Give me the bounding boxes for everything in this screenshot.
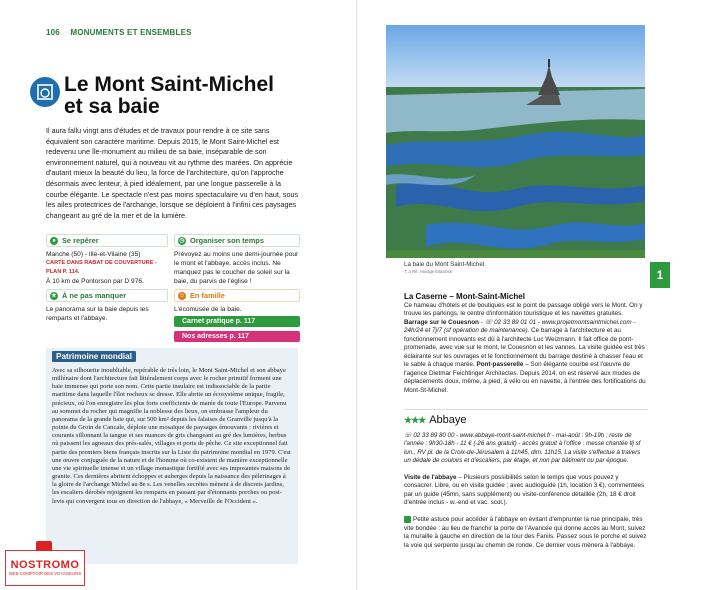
caserne-p1: Ce hameau d'hôtels et de boutiques est le point de passage obligé vers le Mont. On y trouve les parkings, le centre d'information touristique et les navettes gratuites. [404, 302, 643, 318]
se-reperer-heading [46, 234, 168, 247]
family-icon: ☺ [178, 292, 186, 299]
map-reference: CARTE DANS RABAT DE COUVERTURE - PLAN P. 114. [46, 260, 157, 275]
visite-label: Visite de l'abbaye [404, 474, 457, 481]
brand-tagline: WEB COMPTOIR DES VOYAGEURS [8, 571, 82, 576]
ne-pas-manquer-box [46, 289, 168, 323]
organiser-box [174, 234, 300, 286]
star-icon: ★ [51, 292, 57, 299]
title-line-2: et sa baie [64, 95, 160, 118]
unesco-heritage-icon [30, 77, 60, 107]
organiser-heading [174, 234, 300, 247]
barrage-text: Ce barrage à l'architecture et au fonctionnement innovants est dû à l'architecte Luc Weizmann. Il fait office de pont-promenade, avec vue sur le mont, le Couesnon et les vannes. La visite guidée est très éclairante sur les ouvrages et le fonctionnement du barrage destiné à chasser l'eau et le sable à chaque marée. [404, 327, 645, 369]
en-famille-heading [174, 289, 300, 302]
title-line-1: Le Mont Saint-Michel [64, 73, 274, 96]
se-reperer-label: Se repérer [62, 236, 99, 245]
en-famille-box [174, 289, 300, 314]
caserne-text [404, 302, 648, 395]
organiser-label: Organiser son temps [190, 236, 264, 245]
organiser-text: Prévoyez au moins une demi-journée pour le mont et l'abbaye, accès inclus. Ne manquez pas le coucher de soleil sur la baie, du parvis de l'église ! [174, 251, 299, 285]
en-famille-text: L'écomusée de la baie. [174, 306, 242, 313]
en-famille-label: En famille [190, 291, 225, 300]
patrimoine-text: Avec sa silhouette inoubliable, repérable de très loin, le Mont Saint-Michel et son abbaye millénaire dont l'architecture fait littéralement corps avec le rocher primitif forment une baie immense qui porte son nom. Cette partie insulaire est indissociable de la partie maritime dans laquelle l'îlot rocheux se dresse. Elle abrite un écosystème unique, fragile, précieux, où l'on enregistre les plus forts coefficients de marée de toute l'Europe. Parvenu au sommet du rocher qui magnifie la noblesse des lieux, on embrasse l'ampleur du panorama de la grande baie qui, sur 500 km² depuis les falaises de Granville jusqu'à la pointe du Groin de Cancale, déploie une mosaïque de paysages émouvants : rivières et courants sillonnant la tangue et ses nuances de gris changeant au gré des lumières, herbus où paissent les agneaux des prés-salés, villages et ports de pêche. Ce site exceptionnel fait partie des premiers biens français inscrits sur la Liste du patrimoine mondial en 1979. C'est une œuvre conjuguée de la nature et de l'homme où co-existent de manière exceptionnelle une vie spirituelle intense et un village monastique fortifié avec ses imposantes maisons de granite. Ces dernières abritent échoppes et auberges depuis la naissance des pèlerinages à la gloire de l'archange Michel au 8e s. Les venelles secrètes mènent à de discrets jardins, les escaliers dérobés rejoignent les remparts en passant par d'étonnants porches ou post-levis qui convergent tous en direction de l'abbaye, « Merveille de l'Occident ». [52, 367, 291, 505]
se-reperer-box [46, 234, 168, 286]
se-reperer-line1: Manche (50) - Ille-et-Vilaine (35) [46, 251, 141, 258]
photo-caption: La baie du Mont Saint-Michel. [404, 261, 486, 268]
page-header [46, 28, 192, 37]
ne-pas-manquer-label: À ne pas manquer [62, 291, 127, 300]
barrage-label: Barrage sur le Couesnon [404, 318, 479, 326]
patrimoine-heading: Patrimoine mondial [52, 351, 136, 362]
ne-pas-manquer-heading [46, 289, 168, 302]
visite-text: – Plusieurs possibilités selon le temps que vous pouvez y consacrer. Libre, ou en visite guidée ; avec audioguide (1h, location 3 €), commentées par un guide (45mn, sans supplément) ou visite-conférence détaillée (2h, 18 € droit d'entrée inclus - w.-end et vac. scol.). [404, 474, 645, 507]
visite-paragraph [404, 474, 648, 508]
ne-pas-manquer-text: Le panorama sur la baie depuis les remparts et l'abbaye. [46, 306, 149, 322]
abbaye-info [404, 432, 648, 465]
page-title [64, 74, 314, 118]
astuce-paragraph [404, 516, 648, 550]
caserne-heading: La Caserne – Mont-Saint-Michel [404, 292, 525, 301]
astuce-text: Petite astuce pour accéder à l'abbaye en évitant d'emprunter la rue principale, très vite bondée : au lieu de franchir la porte de l'Avancée qui donne accès au Mont, suivez la muraille à gauche en direction de la tour des Fanils. Passez sous le porche et suivez la voie qui serpente jusqu'au chemin de ronde. Ce dernier vous mènera à l'abbaye. [404, 516, 647, 549]
location-pin-icon: ● [50, 237, 58, 245]
page-number: 106 [46, 28, 60, 37]
se-reperer-line2: À 10 km de Pontorson par D 976. [46, 278, 144, 285]
nostromo-logo [5, 550, 85, 586]
photo-credit: T. a Ré. Hoi/age fotostock [404, 269, 453, 274]
nos-adresses-link[interactable]: Nos adresses p. 117 [174, 331, 300, 342]
brand-name: NOSTROMO [10, 559, 80, 571]
intro-paragraph: Il aura fallu vingt ans d'études et de travaux pour rendre à ce site sans équivalent son caractère maritime. Depuis 2015, le Mont Saint-Michel est redevenu une île-monument au milieu de sa baie, inséparable de son environnement naturel, qui à nouveau vit au rythme des marées. On apprécie d'autant mieux la beauté du lieu, la force de l'architecture, qu'on l'approche désormais avec lenteur, à pied idéalement, par une longue passerelle à la courbe élégante. Le spectacle n'est pas moins spectaculaire vu d'en haut, sous les ailes protectrices de l'archange, lorsque se déploient à l'infini ces paysages changeant au gré de la mer et de la lumière. [46, 126, 299, 220]
tip-icon [404, 516, 411, 523]
passerelle-text: – Son élégante courbe est l'œuvre de l'agence Dietmar Feichtinger Architectes. Depuis 2014, on est réservé aux modes de déplacements doux, même, à pied, à vélo ou en navette, à l'entrée des fortifications du Mont-St-Michel. [404, 361, 646, 394]
bay-photo [386, 25, 645, 258]
chapter-tab: 1 [650, 262, 670, 288]
passerelle-label: Pont-passerelle [476, 361, 524, 369]
section-title: MONUMENTS ET ENSEMBLES [70, 28, 192, 37]
carnet-pratique-link[interactable]: Carnet pratique p. 117 [174, 316, 300, 327]
abbaye-heading [404, 414, 467, 426]
clock-icon: ◷ [179, 237, 185, 244]
abbaye-info-text: ☏ 02 33 89 80 00 - www.abbaye-mont-saint-michel.fr - mai-août : 9h-19h ; reste de l'année : 9h30-18h - 11 € (-26 ans gratuit) - accès gratuit à l'office : messe chantée tlj sf lun., RV pl. de la Croix-de-Jérusalem à 11h45, dim. 11h15. La visite s'effectue à travers un dédale de couloirs et d'escaliers, par étage, et non par bâtiment ou par époque. [404, 432, 641, 464]
section-divider [404, 409, 648, 410]
rating-stars: ★★★ [404, 414, 426, 425]
book-gutter [356, 0, 358, 590]
logo-badge [36, 541, 52, 551]
abbaye-title: Abbaye [429, 414, 467, 426]
barrage-info: - ☏ 02 33 89 01 01 - www.projetmontsaintmichel.com - 24h/24 et 7j/7 (sf opération de maintenance). [404, 318, 636, 335]
